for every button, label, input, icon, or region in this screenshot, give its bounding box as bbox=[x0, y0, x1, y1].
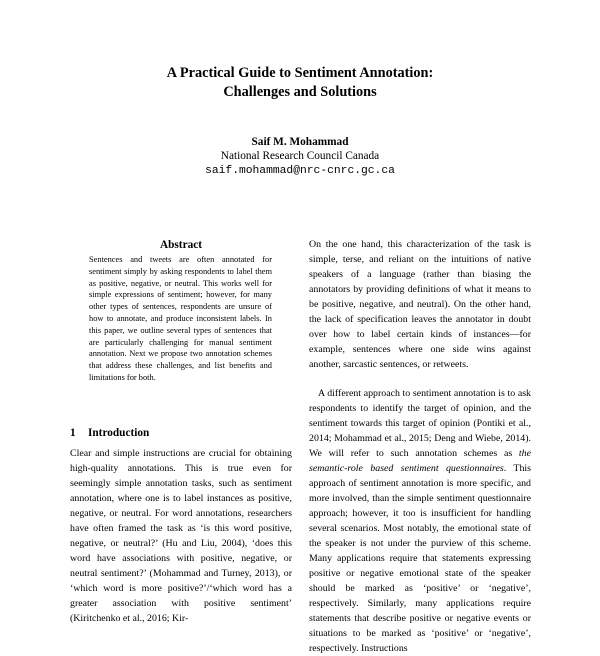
abstract-heading: Abstract bbox=[159, 239, 203, 251]
paper-title bbox=[0, 64, 600, 102]
right-column-paragraph-1: On the one hand, this characterization of the task is simple, terse, and reliant on the intuitions of native speakers of a language (rather than biasing the annotators by providing definitions of what it means to be positive, negative, and neutral). On the other hand, the lack of specification leaves the annotator in doubt over how to label certain kinds of instances—for example, sentences where one side wins against another, sarcastic sentences, or retweets. bbox=[309, 239, 531, 370]
para2-emphasis: the semantic-role based sentiment questionnaires bbox=[309, 448, 531, 474]
abstract-text: Sentences and tweets are often annotated for sentiment simply by asking respondents to label them as positive, negative, or neutral. This works well for simple expressions of sentiment; however, for many other types of sentences, respondents are unsure of how to annotate, and produce inconsistent labels. In this paper, we outline several types of sentences that are particularly challenging for manual sentiment annotation. Next we propose two annotation schemes that address these challenges, and list benefits and limitations for both. bbox=[89, 255, 272, 382]
para2-text-a: A different approach to sentiment annotation is to ask respondents to identify the target of opinion, and the sentiment towards this target of opinion (Pontiki et al., 2014; Mohammad et al., 2015; Deng and Wiebe, 2014). We will refer to such annotation schemes as bbox=[309, 388, 531, 459]
author-email: saif.mohammad@nrc-cnrc.gc.ca bbox=[205, 165, 395, 177]
section-number: 1 bbox=[70, 427, 76, 439]
author-affiliation: National Research Council Canada bbox=[220, 150, 380, 162]
introduction-paragraph: Clear and simple instructions are crucial for obtaining high-quality annotations. This is true even for seemingly simple annotation tasks, such as sentiment annotation, where one is to label instances as positive, negative, or neutral. For word annotations, researchers have often framed the task as ‘is this word positive, negative, or neutral?’ (Hu and Liu, 2004), ‘does this word have associations with positive, negative, or neutral sentiment?’ (Mohammad and Turney, 2013), or ‘which word is more positive?’/‘which word has a greater association with positive sentiment’ (Kiritchenko et al., 2016; Kir- bbox=[70, 448, 292, 624]
section-title: Introduction bbox=[88, 427, 150, 439]
title-line-2: Challenges and Solutions bbox=[223, 84, 377, 100]
right-column-paragraph-2 bbox=[309, 386, 531, 656]
author-name: Saif M. Mohammad bbox=[251, 136, 349, 148]
para2-text-b: . This approach of sentiment annotation is more specific, and more involved, than the simple sentiment questionnaire approach; however, it too is insufficient for handling several scenarios. Most notably, the emotional state of the speaker is not under the purview of this scheme. Many applications require that statements expressing positive or negative emotional state of the speaker should be marked as ‘positive’ or ‘negative’, respectively. Similarly, many applications require statements that describe positive or negative events or situations to be marked as ‘positive’ or ‘negative’, respectively. Instructions bbox=[309, 463, 531, 654]
title-line-1: A Practical Guide to Sentiment Annotation: bbox=[166, 65, 434, 81]
section-heading-introduction bbox=[70, 426, 149, 441]
